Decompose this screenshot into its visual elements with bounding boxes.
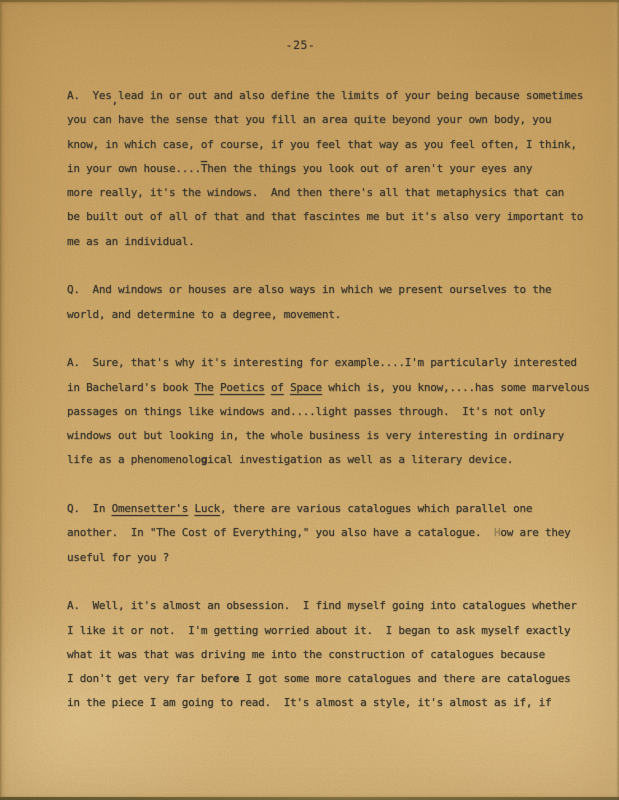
text-line bbox=[67, 205, 597, 229]
text-segment: I got some more catalogues and there are catalogues bbox=[239, 672, 571, 686]
text-line bbox=[67, 157, 597, 181]
text-segment: windows out but looking in, the whole business is very interesting in ordinary bbox=[67, 429, 565, 443]
paragraph bbox=[67, 497, 597, 570]
text-segment: $\overline{T}$ bbox=[200, 161, 208, 175]
page-number: -25- bbox=[285, 38, 316, 52]
text-segment: be built out of all of that and that fascintes me but it's also very important to bbox=[67, 210, 584, 224]
text-segment: what it was that was driving me into the construction of catalogues because bbox=[67, 647, 545, 661]
text-segment: passages on things like windows and....light passes through. It's not only bbox=[67, 404, 545, 418]
paragraph bbox=[67, 278, 597, 327]
paragraph bbox=[67, 84, 597, 254]
text-segment: another. In "The Cost of Everything," you also have a catalogue. bbox=[67, 526, 494, 540]
text-line bbox=[67, 521, 597, 545]
text-line bbox=[67, 278, 597, 302]
text-line bbox=[67, 546, 597, 570]
text-segment: ical investigation as well as a literary device. bbox=[207, 453, 514, 467]
text-segment: useful for you ? bbox=[67, 550, 169, 564]
text-line bbox=[67, 303, 597, 327]
text-segment: in your own house.... bbox=[67, 161, 201, 175]
underlined-text: The bbox=[194, 380, 214, 394]
text-line bbox=[67, 230, 597, 254]
text-line bbox=[67, 424, 597, 448]
underlined-text: of bbox=[270, 380, 284, 394]
text-line bbox=[67, 448, 597, 472]
text-line bbox=[67, 497, 597, 521]
underlined-text: Omensetter's bbox=[111, 502, 189, 516]
text-line bbox=[67, 594, 597, 618]
underlined-text: Poetics bbox=[219, 380, 265, 394]
text-segment: , bbox=[111, 93, 118, 107]
text-line bbox=[67, 84, 597, 108]
text-segment: which is, you know,....has some marvelous bbox=[321, 380, 590, 394]
text-line bbox=[67, 351, 597, 375]
text-line bbox=[67, 691, 597, 715]
text-segment: lead in or out and also define the limits of your being because sometimes bbox=[117, 89, 584, 102]
text-segment: A. Yes bbox=[67, 89, 112, 102]
text-line bbox=[67, 376, 597, 400]
text-segment: g bbox=[200, 453, 208, 467]
text-line bbox=[67, 133, 597, 157]
text-segment: , there are various catalogues which parallel one bbox=[219, 502, 533, 516]
text-segment: Q. In bbox=[67, 502, 112, 516]
text-line bbox=[67, 619, 597, 643]
text-segment: me as an individual. bbox=[67, 234, 195, 248]
text-segment: Q. And windows or houses are also ways in which we present ourselves to the bbox=[67, 283, 552, 297]
text-segment: hen the things you look out of aren't your eyes any bbox=[207, 161, 533, 175]
text-segment: life as a phenomenolo bbox=[67, 453, 201, 467]
text-body bbox=[67, 84, 597, 740]
text-segment: in Bachelard's book bbox=[67, 380, 195, 394]
text-line bbox=[67, 643, 597, 667]
text-line bbox=[67, 667, 597, 691]
text-segment: world, and determine to a degree, movement. bbox=[67, 307, 342, 321]
text-segment: know, in which case, of course, if you feel that way as you feel often, I think, bbox=[67, 137, 577, 151]
text-line bbox=[67, 108, 597, 132]
text-segment: in the piece I am going to read. It's almost a style, it's almost as if, if bbox=[67, 696, 552, 710]
text-line bbox=[67, 400, 597, 424]
text-segment: I like it or not. I'm getting worried about it. I began to ask myself exactly bbox=[67, 623, 571, 637]
text-segment: A. Well, it's almost an obsession. I find myself going into catalogues whether bbox=[67, 599, 577, 613]
text-line bbox=[67, 181, 597, 205]
text-segment: more really, it's the windows. And then there's all that metaphysics that can bbox=[67, 186, 565, 200]
text-segment: re bbox=[226, 672, 240, 686]
paragraph bbox=[67, 351, 597, 472]
text-segment: A. Sure, that's why it's interesting for example....I'm particularly interested bbox=[67, 356, 577, 370]
text-segment: you can have the sense that you fill an area quite beyond your own body, you bbox=[67, 113, 552, 127]
paragraph bbox=[67, 594, 597, 715]
text-segment: H bbox=[493, 526, 501, 540]
text-segment: ow are they bbox=[500, 526, 571, 540]
underlined-text: Space bbox=[290, 380, 322, 394]
text-segment: I don't get very far befo bbox=[67, 672, 227, 686]
underlined-text: Luck bbox=[194, 502, 220, 516]
